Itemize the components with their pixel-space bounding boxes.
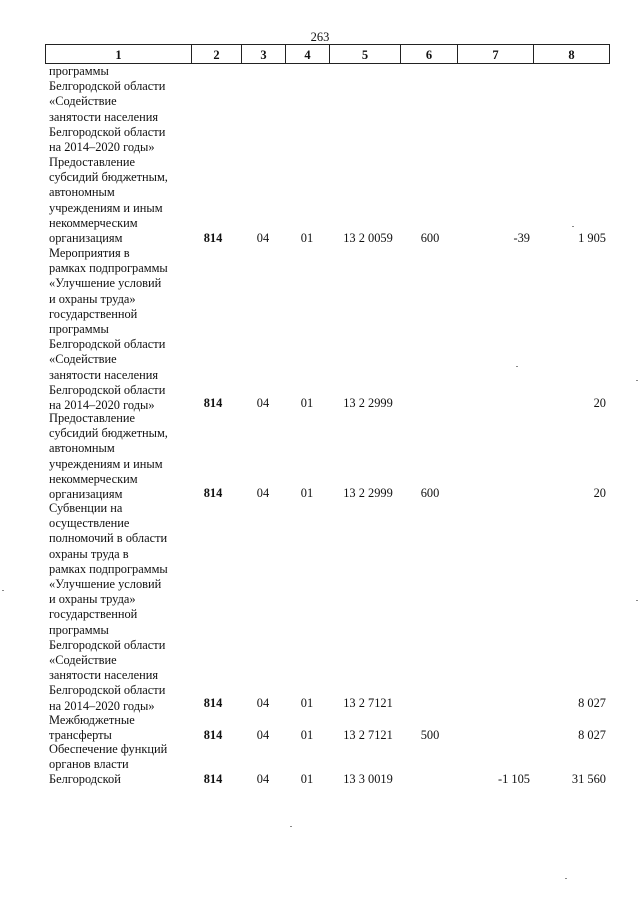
row-description: Мероприятия в рамках подпрограммы «Улучшение условий и охраны труда» государственной программы Белгородской области «Содействие занятости населения Белгородской области на 2014–2020 годы»: [49, 246, 168, 413]
row-description: Обеспечение функций органов власти Белгородской: [49, 742, 168, 787]
cell-subsection: 01: [300, 486, 314, 500]
scan-speck: [2, 590, 4, 591]
row-description: Межбюджетные трансферты: [49, 713, 135, 743]
cell-target-article: 13 2 0059: [343, 231, 393, 245]
header-col-4: 4: [285, 44, 329, 64]
cell-amount: 1 905: [578, 231, 606, 245]
cell-section: 04: [256, 772, 270, 786]
cell-section: 04: [256, 728, 270, 742]
cell-amount: 20: [593, 486, 606, 500]
cell-ministry: 814: [203, 396, 223, 410]
scan-speck: [572, 226, 574, 227]
cell-subsection: 01: [300, 728, 314, 742]
header-col-8: 8: [533, 44, 610, 64]
cell-expense-type: 500: [420, 728, 440, 742]
cell-target-article: 13 2 2999: [343, 396, 393, 410]
cell-section: 04: [256, 231, 270, 245]
cell-change: -39: [513, 231, 530, 245]
header-col-7: 7: [457, 44, 533, 64]
row-description: Предоставление субсидий бюджетным, автономным учреждениям и иным некоммерческим организациям: [49, 411, 168, 502]
cell-change: -1 105: [497, 772, 530, 786]
scan-speck: [636, 380, 638, 381]
cell-section: 04: [256, 486, 270, 500]
row-description: программы Белгородской области «Содействие занятости населения Белгородской области на 2014–2020 годы»: [49, 64, 166, 155]
cell-amount: 8 027: [578, 696, 606, 710]
cell-amount: 20: [593, 396, 606, 410]
header-col-5: 5: [329, 44, 400, 64]
cell-amount: 31 560: [571, 772, 606, 786]
cell-subsection: 01: [300, 396, 314, 410]
cell-subsection: 01: [300, 231, 314, 245]
cell-ministry: 814: [203, 696, 223, 710]
page-number: 263: [310, 30, 330, 44]
cell-expense-type: 600: [420, 486, 440, 500]
cell-target-article: 13 3 0019: [343, 772, 393, 786]
scan-speck: [290, 826, 292, 827]
scan-speck: [636, 600, 638, 601]
scan-speck: [516, 366, 518, 367]
cell-ministry: 814: [203, 486, 223, 500]
cell-section: 04: [256, 696, 270, 710]
header-col-3: 3: [241, 44, 285, 64]
cell-target-article: 13 2 2999: [343, 486, 393, 500]
cell-subsection: 01: [300, 772, 314, 786]
table-header: [45, 44, 610, 64]
cell-amount: 8 027: [578, 728, 606, 742]
scan-speck: [565, 878, 567, 879]
cell-target-article: 13 2 7121: [343, 696, 393, 710]
row-description: Субвенции на осуществление полномочий в области охраны труда в рамках подпрограммы «Улучшение условий и охраны труда» государственной программы Белгородской области «Содействие занятости населения Белгородской области на 2014–2020 годы»: [49, 501, 168, 713]
cell-ministry: 814: [203, 231, 223, 245]
cell-ministry: 814: [203, 772, 223, 786]
cell-target-article: 13 2 7121: [343, 728, 393, 742]
cell-subsection: 01: [300, 696, 314, 710]
header-col-6: 6: [400, 44, 457, 64]
row-description: Предоставление субсидий бюджетным, автономным учреждениям и иным некоммерческим организациям: [49, 155, 168, 246]
cell-ministry: 814: [203, 728, 223, 742]
cell-expense-type: 600: [420, 231, 440, 245]
cell-section: 04: [256, 396, 270, 410]
header-col-1: 1: [45, 44, 191, 64]
header-col-2: 2: [191, 44, 241, 64]
